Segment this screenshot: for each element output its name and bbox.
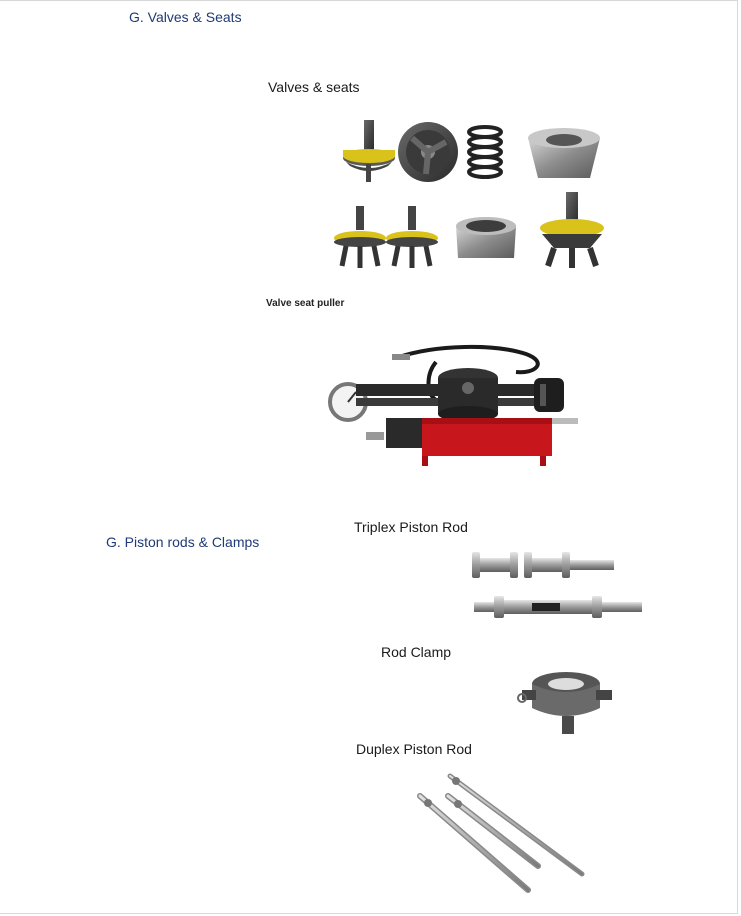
valve-seat-puller-caption: Valve seat puller xyxy=(266,298,345,309)
triplex-piston-rod-caption: Triplex Piston Rod xyxy=(354,519,468,535)
duplex-rod-icon xyxy=(450,776,582,874)
triplex-piston-rod-image xyxy=(466,546,646,626)
duplex-piston-rod-image xyxy=(412,770,592,898)
rod-clamp-image xyxy=(514,664,618,738)
valves-seats-caption: Valves & seats xyxy=(268,79,360,95)
valve-legs-icon xyxy=(386,206,438,268)
rod-clamp-icon xyxy=(518,672,612,734)
valve-legs-icon xyxy=(334,206,386,268)
ring-seat-icon xyxy=(456,217,516,258)
hydraulic-pump-icon xyxy=(366,418,578,466)
valves-seats-image xyxy=(328,110,608,275)
valves-seats-heading: G. Valves & Seats xyxy=(129,9,242,25)
seat-wheel-icon xyxy=(398,122,458,182)
valve-icon xyxy=(343,120,395,182)
valve-icon xyxy=(540,192,604,268)
spring-icon xyxy=(469,127,501,177)
rod-clamp-caption: Rod Clamp xyxy=(381,644,452,660)
seat-cup-icon xyxy=(528,128,600,178)
duplex-piston-rod-caption: Duplex Piston Rod xyxy=(356,741,472,757)
piston-rod-icon xyxy=(472,552,518,578)
valve-seat-puller-image xyxy=(326,344,588,476)
piston-rods-heading: G. Piston rods & Clamps xyxy=(106,534,260,550)
piston-rod-icon xyxy=(524,552,614,578)
piston-rod-icon xyxy=(474,596,642,618)
